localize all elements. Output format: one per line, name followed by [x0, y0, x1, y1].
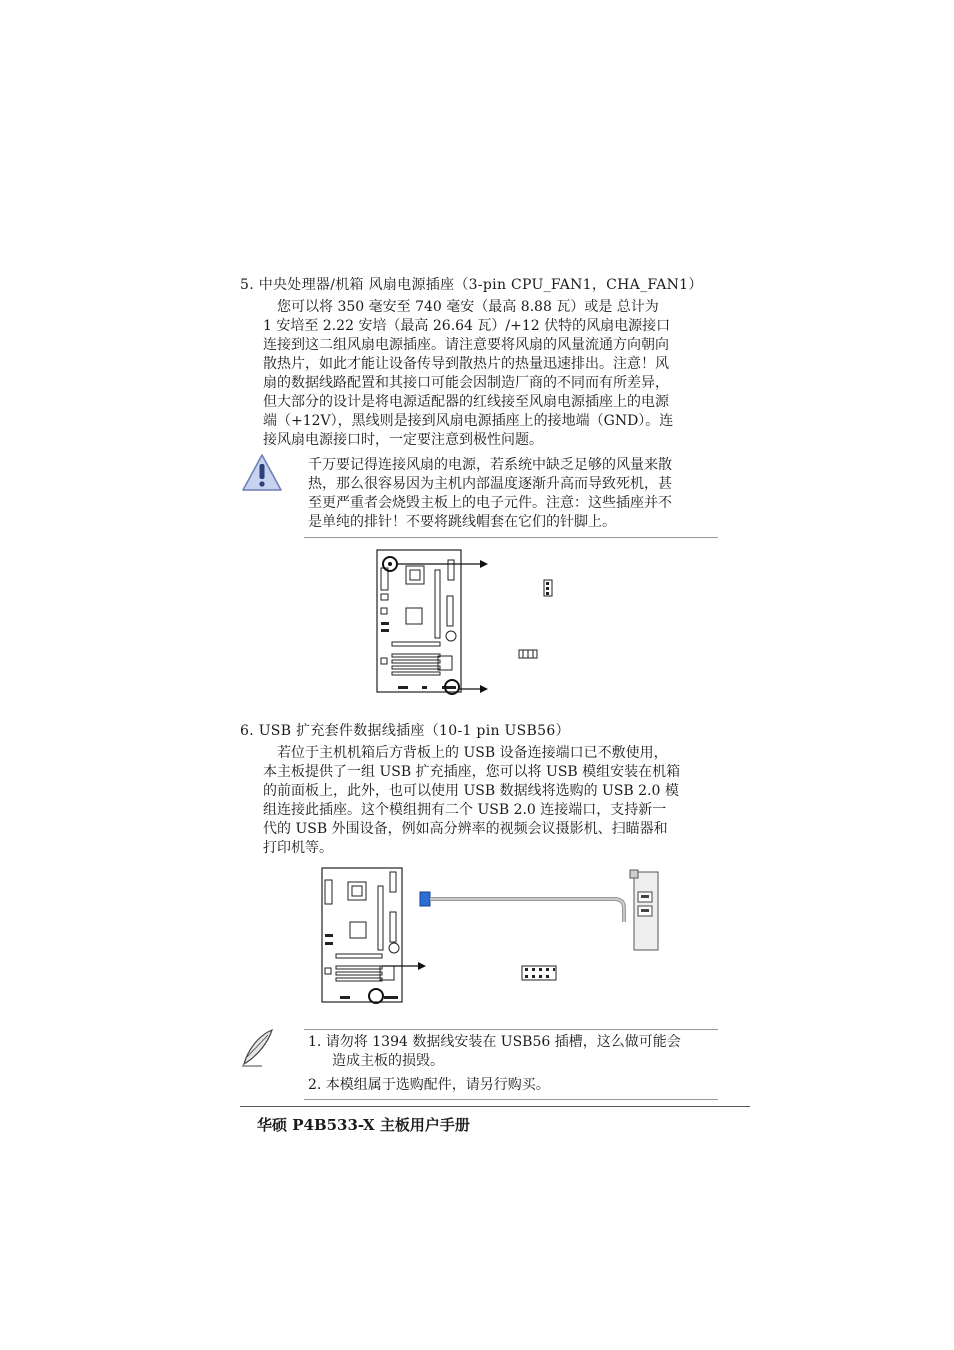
paragraph-line: 的前面板上，此外，也可以使用 USB 数据线将选购的 USB 2.0 模 — [263, 783, 679, 799]
cpu-fan-header — [544, 580, 552, 596]
section6-body — [263, 744, 719, 858]
paragraph-line: 组连接此插座。这个模组拥有二个 USB 2.0 连接端口，支持新一 — [263, 802, 667, 818]
warning-line: 热，那么很容易因为主机内部温度逐渐升高而导致死机，甚 — [308, 476, 672, 492]
usb56-header — [522, 966, 556, 980]
paragraph-line: 本主板提供了一组 USB 扩充插座，您可以将 USB 模组安装在机箱 — [263, 764, 681, 780]
section5-body — [263, 298, 719, 450]
paragraph-line: 打印机等。 — [263, 840, 333, 856]
paragraph-line: 1 安培至 2.22 安培（最高 26.64 瓦）/+12 伏特的风扇电源接口 — [263, 318, 671, 334]
usb-cable-connector-icon — [420, 892, 430, 906]
note-item-1: 1. 请勿将 1394 数据线安装在 USB56 插槽，这么做可能会 — [308, 1034, 681, 1050]
section6-heading: 6. USB 扩充套件数据线插座（10-1 pin USB56） — [240, 723, 570, 739]
paragraph-line: 您可以将 350 毫安至 740 毫安（最高 8.88 瓦）或是 总计为 — [263, 299, 659, 315]
paragraph-line: 散热片，如此才能让设备传导到散热片的热量迅速排出。注意！风 — [263, 356, 669, 372]
fan-connector-diagram — [370, 546, 570, 698]
note-pen-icon — [238, 1026, 278, 1068]
notes-top-divider — [304, 1029, 718, 1030]
notes-list — [308, 1033, 720, 1095]
warning-line: 千万要记得连接风扇的电源，若系统中缺乏足够的风量来散 — [308, 457, 672, 473]
warning-icon — [240, 452, 284, 494]
chassis-fan-header — [519, 650, 537, 658]
usb-header-diagram — [318, 864, 668, 1008]
footer-rule — [240, 1106, 750, 1107]
warning-line: 是单纯的排针！不要将跳线帽套在它们的针脚上。 — [308, 514, 616, 530]
note-item-1-cont: 造成主板的损毁。 — [332, 1053, 444, 1069]
section5-heading: 5. 中央处理器/机箱 风扇电源插座（3-pin CPU_FAN1，CHA_FAN1） — [240, 277, 703, 293]
paragraph-line: 扇的数据线路配置和其接口可能会因制造厂商的不同而有所差异， — [263, 375, 669, 391]
usb-cable — [430, 899, 624, 922]
notes-bottom-divider — [304, 1099, 718, 1100]
warning-line: 至更严重者会烧毁主板上的电子元件。注意：这些插座并不 — [308, 495, 672, 511]
warning-text — [308, 456, 720, 532]
paragraph-line: 端（+12V），黑线则是接到风扇电源插座上的接地端（GND）。连 — [263, 413, 674, 429]
footer-title: 华硕 P4B533-X 主板用户手册 — [257, 1116, 470, 1134]
paragraph-line: 但大部分的设计是将电源适配器的红线接至风扇电源插座上的电源 — [263, 394, 669, 410]
paragraph-line: 接风扇电源接口时，一定要注意到极性问题。 — [263, 432, 543, 448]
paragraph-line: 连接到这二组风扇电源插座。请注意要将风扇的风量流通方向朝向 — [263, 337, 669, 353]
note-item-2: 2. 本模组属于选购配件，请另行购买。 — [308, 1077, 550, 1093]
warning-divider — [304, 537, 718, 538]
paragraph-line: 若位于主机机箱后方背板上的 USB 设备连接端口已不敷使用， — [263, 745, 668, 761]
usb-bracket-icon — [630, 870, 658, 950]
paragraph-line: 代的 USB 外围设备，例如高分辨率的视频会议摄影机、扫瞄器和 — [263, 821, 668, 837]
